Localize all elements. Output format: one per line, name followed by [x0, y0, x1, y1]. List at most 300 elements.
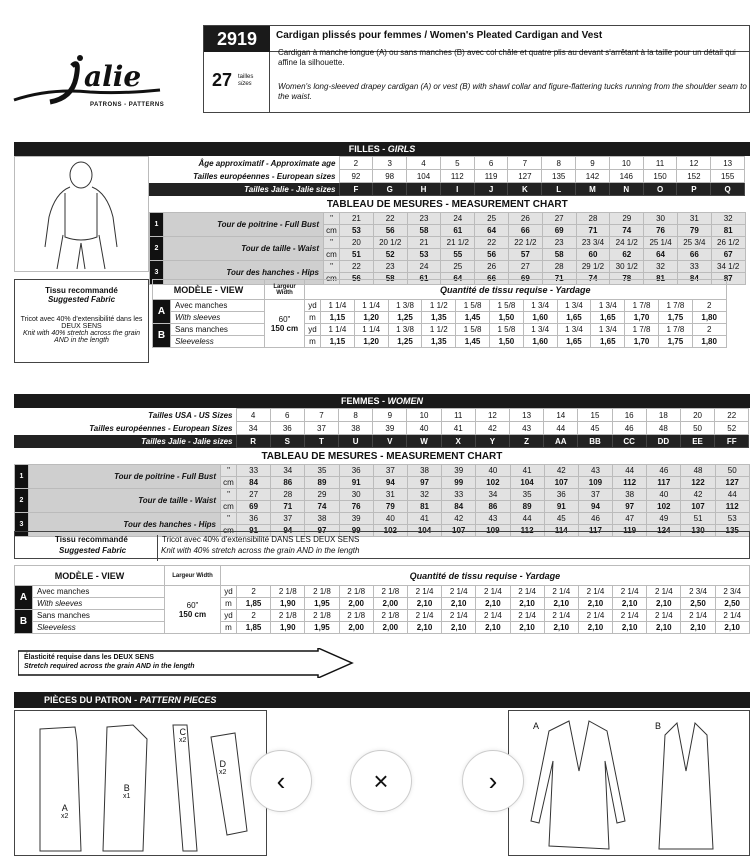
table-row	[153, 312, 727, 324]
table-cell: 71	[542, 272, 576, 284]
table-cell: 81	[407, 500, 441, 512]
unit-cell: cm	[221, 524, 237, 536]
table-cell: 37	[578, 488, 612, 500]
table-cell: 1 3/4	[557, 324, 591, 336]
table-cell: 1,95	[305, 622, 339, 634]
table-cell: 22 1/2	[508, 236, 542, 248]
table-cell: 104	[510, 476, 544, 488]
women-header-en: WOMEN	[387, 396, 423, 406]
table-row	[14, 422, 749, 435]
table-cell: Z	[510, 435, 544, 448]
table-cell: 2	[339, 157, 373, 170]
piece-c-label: C x2	[179, 727, 187, 744]
yardage-table	[14, 565, 750, 634]
table-cell: 1 7/8	[625, 300, 659, 312]
unit-cell: m	[221, 622, 237, 634]
table-cell: 40	[373, 512, 407, 524]
table-cell: 1 5/8	[489, 300, 523, 312]
table-cell: 2 1/8	[271, 586, 305, 598]
table-cell: 86	[476, 500, 510, 512]
table-cell: 2	[692, 324, 726, 336]
piece-d-label: D x2	[219, 759, 227, 776]
table-cell: 1 5/8	[456, 324, 490, 336]
table-cell: 33	[237, 464, 271, 476]
table-cell: 21	[340, 212, 374, 224]
table-cell: 28	[542, 260, 576, 272]
view-b-label: B	[655, 721, 662, 731]
table-cell: H	[407, 183, 441, 196]
table-cell: Tailles européennes - European Sizes	[89, 423, 233, 433]
girls-fabric-title-en: Suggested Fabric	[47, 295, 116, 304]
table-cell: 41	[441, 422, 475, 435]
table-cell: 2,10	[613, 598, 647, 610]
table-cell: 46	[578, 512, 612, 524]
girls-yardage-table	[152, 279, 727, 348]
table-cell: 27	[542, 212, 576, 224]
chart-title: TABLEAU DE MESURES - MEASUREMENT CHART	[326, 199, 568, 211]
table-cell: 94	[271, 524, 305, 536]
table-cell: 127	[715, 476, 749, 488]
unit-cell: cm	[324, 272, 340, 284]
table-row	[153, 300, 727, 312]
table-cell: 1,70	[625, 336, 659, 348]
table-cell: 28	[271, 488, 305, 500]
table-cell: 57	[508, 248, 542, 260]
table-cell: 52	[715, 422, 749, 435]
table-cell: 64	[644, 248, 678, 260]
girls-figure	[14, 156, 149, 272]
table-cell: 35	[510, 488, 544, 500]
table-cell: 34	[236, 422, 270, 435]
unit-cell: "	[221, 464, 237, 476]
table-cell: 1,85	[237, 598, 271, 610]
table-cell: 27	[237, 488, 271, 500]
table-cell: 67	[711, 248, 745, 260]
table-cell: 2 1/4	[681, 610, 715, 622]
women-fabric-title-fr: Tissu recommandé	[55, 535, 128, 544]
table-cell: 1,80	[692, 312, 726, 324]
table-cell: 2 1/4	[442, 586, 476, 598]
table-cell: 36	[544, 488, 578, 500]
view-label: Sleeveless	[33, 622, 165, 634]
measure-label: Tour des hanches - Hips	[29, 512, 221, 536]
table-cell: 8	[339, 409, 373, 422]
table-cell: 58	[407, 224, 441, 236]
table-cell: 2	[237, 586, 271, 598]
table-cell: 51	[340, 248, 374, 260]
table-cell: 1,75	[658, 336, 692, 348]
table-cell: 32	[711, 212, 745, 224]
table-cell: 35	[305, 464, 339, 476]
table-cell: 2,10	[715, 622, 749, 634]
table-cell: 2,10	[578, 598, 612, 610]
table-cell: 2 1/4	[510, 610, 544, 622]
table-cell: 37	[373, 464, 407, 476]
table-cell: 56	[475, 248, 509, 260]
table-row	[150, 236, 746, 248]
pattern-number: 2919	[204, 26, 270, 52]
pattern-pieces-icon	[15, 711, 266, 855]
table-cell: Y	[475, 435, 509, 448]
table-cell: S	[270, 435, 304, 448]
pieces-panel	[14, 710, 267, 856]
table-cell: 2,10	[442, 622, 476, 634]
table-row	[15, 566, 750, 586]
pieces-title-fr: PIÈCES DU PATRON -	[44, 695, 140, 705]
table-cell: 1 3/8	[388, 300, 422, 312]
table-cell: 38	[305, 512, 339, 524]
logo	[10, 48, 170, 114]
table-cell: 2 1/8	[305, 586, 339, 598]
table-cell: 20	[680, 409, 714, 422]
table-cell: 6	[474, 157, 508, 170]
table-cell: 61	[441, 224, 475, 236]
table-cell: 2 1/8	[305, 610, 339, 622]
table-cell: 1 3/4	[523, 300, 557, 312]
girls-fabric-en: Knit with 40% stretch across the grain AND in the length	[22, 330, 141, 344]
table-cell: 38	[613, 488, 647, 500]
table-cell: 1,65	[591, 312, 625, 324]
table-cell: 130	[681, 524, 715, 536]
sizes-count-box	[204, 52, 270, 113]
table-cell: 53	[407, 248, 441, 260]
table-cell: 135	[542, 170, 576, 183]
stretch-fr: Élasticité requise dans les DEUX SENS	[24, 654, 154, 661]
table-cell: 36	[339, 464, 373, 476]
table-cell: 2 1/4	[578, 610, 612, 622]
table-cell: 6	[270, 409, 304, 422]
table-cell: 2 3/4	[681, 586, 715, 598]
yardage-title: Quantité de tissu requise - Yardage	[305, 280, 727, 300]
table-cell: 31	[373, 488, 407, 500]
table-cell: 39	[339, 512, 373, 524]
table-cell: W	[407, 435, 441, 448]
table-cell: 24	[441, 212, 475, 224]
table-cell: 51	[681, 512, 715, 524]
table-cell: 2 1/8	[373, 610, 407, 622]
table-cell: Tailles Jalie - Jalie sizes	[14, 435, 236, 448]
table-row	[15, 610, 750, 622]
unit-cell: yd	[305, 300, 321, 312]
table-cell: 97	[305, 524, 339, 536]
table-cell: 42	[544, 464, 578, 476]
view-label: Sans manches	[33, 610, 165, 622]
table-cell: 135	[715, 524, 749, 536]
table-cell: 29	[305, 488, 339, 500]
table-cell: 99	[339, 524, 373, 536]
chart-title: TABLEAU DE MESURES - MEASUREMENT CHART	[261, 451, 503, 463]
table-cell: 10	[407, 409, 441, 422]
desc-en: Women's long-sleeved drapey cardigan (A) or vest (B) with shawl collar and figure-flattering tucks running from the shoulder seam to the waist.	[278, 82, 747, 101]
table-cell: 1 1/4	[354, 300, 388, 312]
size-table	[14, 408, 749, 448]
view-letter: A	[153, 300, 171, 324]
table-cell: 66	[475, 272, 509, 284]
table-cell: 107	[681, 500, 715, 512]
girls-measure-table	[149, 198, 746, 285]
table-cell: 22	[340, 260, 374, 272]
svg-text:alie: alie	[84, 60, 142, 93]
women-measure-table	[14, 450, 750, 537]
table-cell: 26	[508, 212, 542, 224]
table-cell: Q	[711, 183, 745, 196]
girl-figure-icon	[15, 157, 148, 271]
pattern-title: Cardigan plissés pour femmes / Women's Pleated Cardigan and Vest	[276, 30, 603, 41]
table-cell: 22	[373, 212, 407, 224]
table-cell: 2 1/8	[271, 610, 305, 622]
table-cell: 39	[442, 464, 476, 476]
table-cell: 1 3/4	[523, 324, 557, 336]
table-cell: 89	[510, 500, 544, 512]
unit-cell: m	[305, 312, 321, 324]
table-cell: 91	[339, 476, 373, 488]
table-cell: 37	[271, 512, 305, 524]
table-cell: 1 1/4	[321, 324, 355, 336]
table-cell: 1,35	[422, 336, 456, 348]
table-cell: 2,10	[476, 622, 510, 634]
unit-cell: "	[221, 488, 237, 500]
table-cell: 1,95	[305, 598, 339, 610]
table-cell: 146	[609, 170, 643, 183]
table-cell: 23 3/4	[576, 236, 610, 248]
unit-cell: cm	[221, 500, 237, 512]
table-cell: 8	[542, 157, 576, 170]
table-cell: 2,10	[476, 598, 510, 610]
table-cell: 3	[373, 157, 407, 170]
table-row	[15, 488, 750, 500]
table-cell: 1 1/4	[354, 324, 388, 336]
table-cell: 1 3/8	[388, 324, 422, 336]
table-cell: G	[373, 183, 407, 196]
table-cell: 1 1/2	[422, 300, 456, 312]
table-row	[15, 586, 750, 598]
table-cell: 60	[576, 248, 610, 260]
table-cell: 2,10	[544, 598, 578, 610]
table-cell: 37	[304, 422, 338, 435]
table-cell: F	[339, 183, 373, 196]
table-row	[15, 622, 750, 634]
table-cell: 91	[237, 524, 271, 536]
table-cell: 40	[476, 464, 510, 476]
table-cell: U	[339, 435, 373, 448]
table-cell: 2 1/4	[647, 610, 681, 622]
table-cell: 41	[510, 464, 544, 476]
yardage-title: Quantité de tissu requise - Yardage	[221, 566, 750, 586]
table-cell: 2,10	[613, 622, 647, 634]
table-cell: 1,50	[489, 336, 523, 348]
table-cell: 1,65	[591, 336, 625, 348]
close-button[interactable]: ×	[350, 750, 412, 812]
table-cell: 1,20	[354, 312, 388, 324]
table-cell: 22	[715, 409, 749, 422]
stretch-en: Stretch required across the grain AND in the length	[24, 663, 195, 670]
measure-label: Tour de taille - Waist	[164, 236, 324, 260]
table-cell: 43	[510, 422, 544, 435]
women-size-table	[14, 408, 749, 448]
table-cell: 2,50	[715, 598, 749, 610]
size-table	[149, 156, 745, 196]
table-cell: 119	[613, 524, 647, 536]
table-cell: 79	[677, 224, 711, 236]
table-cell: 4	[236, 409, 270, 422]
table-cell: 76	[644, 224, 678, 236]
table-cell: 84	[677, 272, 711, 284]
views-panel	[508, 710, 750, 856]
table-cell: V	[373, 435, 407, 448]
table-cell: 155	[711, 170, 745, 183]
table-cell: 58	[542, 248, 576, 260]
table-cell: 61	[407, 272, 441, 284]
table-cell: 20 1/2	[373, 236, 407, 248]
table-cell: 21	[407, 236, 441, 248]
view-label: Sleeveless	[171, 336, 265, 348]
table-cell: 2 1/8	[373, 586, 407, 598]
table-cell: 102	[647, 500, 681, 512]
unit-cell: cm	[324, 248, 340, 260]
table-cell: 34	[476, 488, 510, 500]
women-header-fr: FEMMES -	[341, 396, 388, 406]
table-row	[153, 324, 727, 336]
table-cell: 69	[542, 224, 576, 236]
measure-label: Tour de poitrine - Full Bust	[29, 464, 221, 488]
table-cell: 1 7/8	[658, 300, 692, 312]
view-a-label: A	[533, 721, 540, 731]
table-cell: 1,85	[237, 622, 271, 634]
sizes-label-en: sizes	[238, 81, 252, 87]
table-cell: 28	[576, 212, 610, 224]
table-cell: 9	[576, 157, 610, 170]
table-cell: 2 1/4	[510, 586, 544, 598]
row-number: 2	[15, 488, 29, 512]
table-row	[153, 336, 727, 348]
table-cell: 15	[578, 409, 612, 422]
table-cell: 91	[544, 500, 578, 512]
women-fabric-title-en: Suggested Fabric	[59, 546, 127, 555]
row-number: 3	[15, 512, 29, 536]
unit-cell: "	[221, 512, 237, 524]
table-row	[15, 450, 750, 464]
fabric-width: 60" 150 cm	[265, 300, 305, 348]
table-cell: 23	[373, 260, 407, 272]
girls-fabric-fr: Tricot avec 40% d'extensibilité dans les DEUX SENS	[20, 316, 143, 330]
width-label: Largeur Width	[265, 280, 305, 300]
table-cell: 78	[610, 272, 644, 284]
table-cell: 47	[613, 512, 647, 524]
table-row	[149, 183, 745, 196]
table-cell: 12	[475, 409, 509, 422]
table-cell: 1 7/8	[625, 324, 659, 336]
table-cell: 21 1/2	[441, 236, 475, 248]
table-cell: 1,80	[692, 336, 726, 348]
table-cell: 2,00	[373, 598, 407, 610]
table-cell: 2	[692, 300, 726, 312]
table-cell: 42	[442, 512, 476, 524]
table-cell: 7	[304, 409, 338, 422]
table-cell: 29	[610, 212, 644, 224]
measure-table	[149, 198, 746, 285]
table-cell: 64	[475, 224, 509, 236]
table-cell: 2 1/4	[613, 610, 647, 622]
table-cell: 114	[544, 524, 578, 536]
table-cell: 42	[681, 488, 715, 500]
table-cell: 2,10	[578, 622, 612, 634]
table-cell: 2,10	[510, 622, 544, 634]
table-cell: 32	[644, 260, 678, 272]
table-cell: 2 1/4	[476, 586, 510, 598]
table-cell: 36	[237, 512, 271, 524]
prev-button[interactable]: ‹	[250, 750, 312, 812]
table-cell: 127	[508, 170, 542, 183]
table-cell: 1 3/4	[591, 300, 625, 312]
table-cell: FF	[715, 435, 749, 448]
girls-fabric-box	[14, 279, 149, 363]
table-cell: 98	[373, 170, 407, 183]
table-cell: 50	[680, 422, 714, 435]
table-cell: 74	[576, 272, 610, 284]
table-cell: 36	[270, 422, 304, 435]
table-cell: 27	[508, 260, 542, 272]
table-cell: 150	[643, 170, 677, 183]
table-cell: 1,75	[658, 312, 692, 324]
unit-cell: "	[324, 236, 340, 248]
table-cell: 11	[441, 409, 475, 422]
table-cell: 107	[544, 476, 578, 488]
model-label: MODÈLE - VIEW	[153, 280, 265, 300]
table-cell: 25	[441, 260, 475, 272]
table-cell: 117	[647, 476, 681, 488]
table-cell: K	[508, 183, 542, 196]
table-cell: 30	[644, 212, 678, 224]
sizes-label-fr: tailles	[238, 74, 254, 80]
table-cell: 40	[407, 422, 441, 435]
table-cell: Âge approximatif - Approximate age	[198, 158, 336, 168]
table-cell: 2 1/8	[339, 610, 373, 622]
table-cell: 16	[612, 409, 646, 422]
girls-size-table	[149, 156, 745, 196]
table-cell: M	[576, 183, 610, 196]
unit-cell: m	[221, 598, 237, 610]
table-cell: 46	[647, 464, 681, 476]
table-cell: 48	[681, 464, 715, 476]
table-cell: 20	[340, 236, 374, 248]
table-cell: 46	[612, 422, 646, 435]
table-cell: 5	[440, 157, 474, 170]
measure-label: Tour de taille - Waist	[29, 488, 221, 512]
table-cell: 55	[441, 248, 475, 260]
table-cell: N	[609, 183, 643, 196]
table-cell: 43	[578, 464, 612, 476]
row-number: 1	[15, 464, 29, 488]
table-cell: R	[236, 435, 270, 448]
table-cell: 11	[643, 157, 677, 170]
table-cell: 53	[340, 224, 374, 236]
next-button[interactable]: ›	[462, 750, 524, 812]
unit-cell: "	[324, 260, 340, 272]
row-number: 1	[150, 212, 164, 236]
table-cell: 112	[510, 524, 544, 536]
table-cell: 10	[609, 157, 643, 170]
table-cell: 48	[646, 422, 680, 435]
women-fabric-en: Knit with 40% stretch across the grain AND in the length	[161, 546, 360, 555]
garment-views-icon	[509, 711, 751, 857]
table-cell: 52	[373, 248, 407, 260]
measure-label: Tour des hanches - Hips	[164, 260, 324, 284]
table-cell: 2,10	[647, 598, 681, 610]
table-cell: 1 3/4	[591, 324, 625, 336]
table-cell: 2,10	[407, 622, 441, 634]
table-cell: 92	[339, 170, 373, 183]
women-fabric-box	[14, 531, 750, 559]
